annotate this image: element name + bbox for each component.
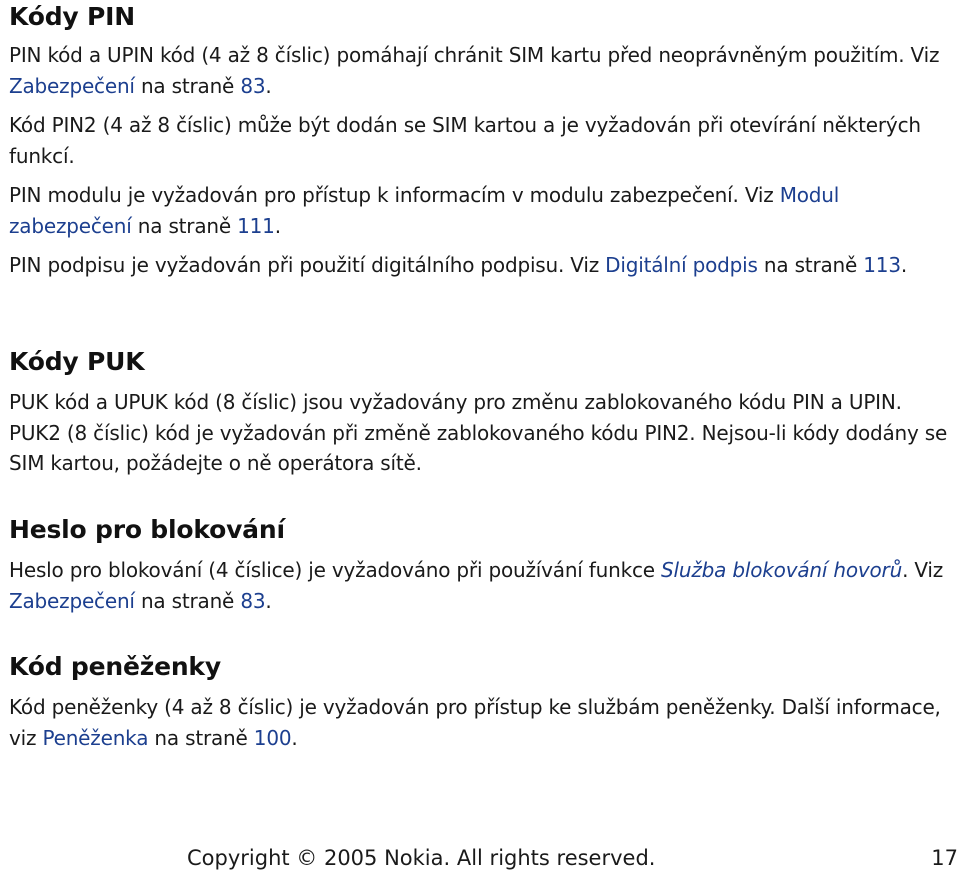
paragraph-signing-pin: PIN podpisu je vyžadován při použití digitálního podpisu. Viz Digitální podpis na straně 113. — [9, 253, 908, 277]
paragraph-barring-password: Heslo pro blokování (4 číslice) je vyžadováno při používání funkce Služba blokování hovorů. Viz Zabezpečení na straně 83. — [9, 558, 944, 613]
heading-puk-codes: Kódy PUK — [9, 347, 145, 376]
heading-wallet-code: Kód peněženky — [9, 652, 221, 681]
paragraph-puk: PUK kód a UPUK kód (8 číslic) jsou vyžadovány pro změnu zablokovaného kódu PIN a UPIN. PUK2 (8 číslic) kód je vyžadován při změně zablokovaného kódu PIN2. Nejsou-li kódy dodány se SIM kartou, požádejte o ně operátora sítě. — [9, 390, 948, 475]
section-barring-password — [9, 514, 949, 616]
link-sluzba-blokovani-hovoru[interactable]: Služba blokování hovorů — [661, 558, 903, 582]
link-digitalni-podpis[interactable]: Digitální podpis — [605, 253, 758, 277]
section-puk-codes — [9, 346, 949, 479]
paragraph-wallet-code: Kód peněženky (4 až 8 číslic) je vyžadován pro přístup ke službám peněženky. Další informace, viz Peněženka na straně 100. — [9, 695, 941, 750]
page-footer — [0, 846, 960, 876]
copyright-notice: Copyright © 2005 Nokia. All rights reserved. — [187, 846, 656, 870]
paragraph-module-pin: PIN modulu je vyžadován pro přístup k informacím v modulu zabezpečení. Viz Modul zabezpečení na straně 111. — [9, 183, 840, 238]
link-modul-zabezpeceni[interactable]: Modul zabezpečení — [9, 183, 840, 238]
paragraph-pin2: Kód PIN2 (4 až 8 číslic) může být dodán se SIM kartou a je vyžadován při otevírání některých funkcí. — [9, 113, 921, 168]
link-zabezpeceni-2[interactable]: Zabezpečení — [9, 588, 135, 613]
link-page-111[interactable]: 111 — [237, 213, 275, 238]
link-page-100[interactable]: 100 — [253, 725, 292, 750]
link-zabezpeceni[interactable]: Zabezpečení — [9, 73, 135, 98]
heading-barring-password: Heslo pro blokování — [9, 515, 285, 544]
link-penezenka[interactable]: Peněženka — [42, 725, 149, 750]
page-number: 17 — [931, 846, 958, 870]
section-wallet-code — [9, 651, 949, 753]
section-pin-codes — [9, 1, 949, 281]
link-page-83[interactable]: 83 — [240, 73, 266, 98]
heading-pin-codes: Kódy PIN — [9, 2, 135, 31]
link-page-113[interactable]: 113 — [863, 253, 901, 277]
link-page-83-2[interactable]: 83 — [240, 588, 266, 613]
paragraph-pin-upin: PIN kód a UPIN kód (4 až 8 číslic) pomáhají chránit SIM kartu před neoprávněným použitím. Viz Zabezpečení na straně 83. — [9, 43, 940, 98]
